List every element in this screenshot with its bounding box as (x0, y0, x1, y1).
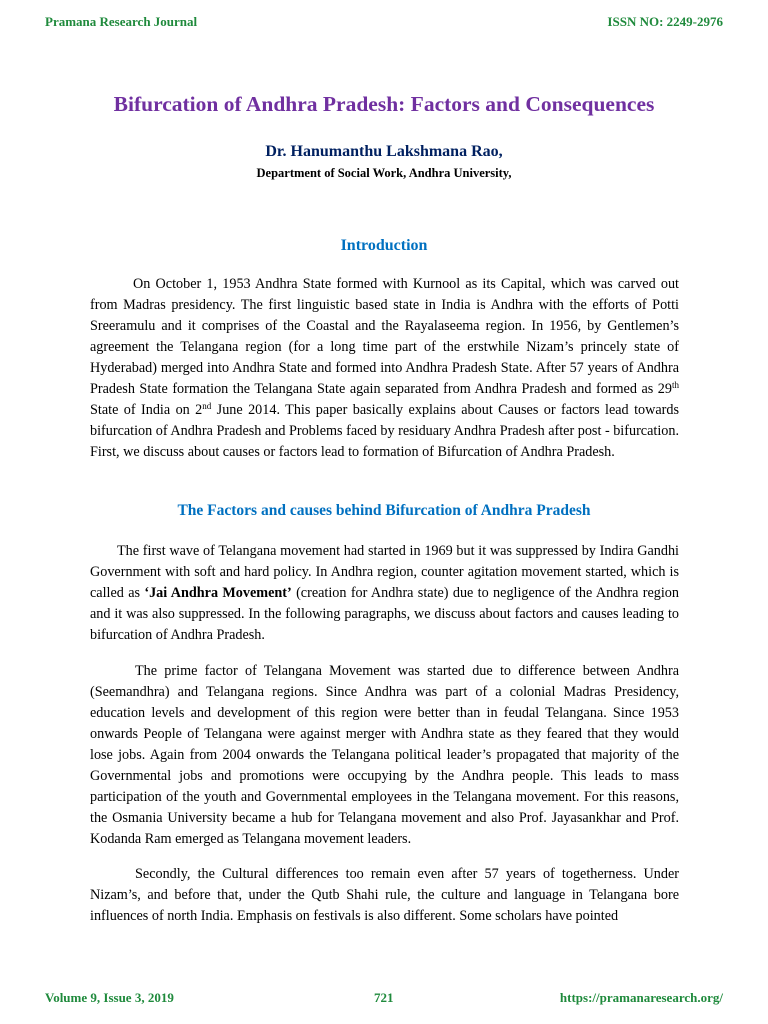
jai-andhra-emphasis: ‘Jai Andhra Movement’ (144, 585, 292, 602)
factors-heading: The Factors and causes behind Bifurcation of Andhra Pradesh (177, 502, 591, 519)
intro-text-c: June 2014. This paper basically explains about Causes or factors lead towards bifurcation of Andhra Pradesh and Problems faced by residuary Andhra Pradesh after post - bifurcation. First, we discuss about causes or factors lead to formation of Bifurcation of Andhra Pradesh. (90, 402, 680, 461)
journal-url[interactable]: https://pramanaresearch.org/ (559, 990, 723, 1005)
issn-number: ISSN NO: 2249-2976 (607, 14, 723, 29)
factors-text-b: (creation for Andhra state) due to negligence of the Andhra region and it was also suppressed. In the following paragraphs, we discuss about factors and causes leading to bifurcation of Andhra Pradesh. (90, 585, 679, 644)
factors-paragraph-1 (90, 541, 679, 646)
paper-title: Bifurcation of Andhra Pradesh: Factors and Consequences (113, 92, 655, 116)
factors-paragraph-3: Secondly, the Cultural differences too remain even after 57 years of togetherness. Under Nizam’s, and before that, under the Qutb Shahi rule, the culture and language in Telangana bore influences of north India. Emphasis on festivals is also different. Some scholars have pointed (90, 866, 679, 925)
journal-name: Pramana Research Journal (45, 14, 198, 29)
factors-text-a: The first wave of Telangana movement had started in 1969 but it was suppressed by Indira Gandhi Government with soft and hard policy. In Andhra region, counter agitation movement started, which is called as (90, 543, 679, 602)
ordinal-suffix: nd (202, 401, 212, 412)
intro-text-a: On October 1, 1953 Andhra State formed with Kurnool as its Capital, which was carved out from Madras presidency. The first linguistic based state in India is Andhra with the efforts of Potti Sreeramulu and it comprises of the Coastal and the Rayalaseema region. In 1956, by Gentlemen’s agreement the Telangana region (for a long time part of the erstwhile Nizam’s princely state of Hyderabad) merged into Andhra State and formed into Andhra Pradesh State. After 57 years of Andhra Pradesh State formation the Telangana State again separated from Andhra Pradesh and formed as 29 (90, 276, 679, 398)
author-affiliation: Department of Social Work, Andhra University, (256, 166, 512, 180)
factors-paragraph-2: The prime factor of Telangana Movement was started due to difference between Andhra (Seemandhra) and Telangana regions. Since Andhra was part of a colonial Madras Presidency, education levels and development of this region were better than in feudal Telangana. Since 1953 onwards People of Telangana were against merger with Andhra state as they feared that they would lose jobs. Again from 2004 onwards the Telangana political leader’s propagated that majority of the Governmental jobs and promotions were occupying by the Andhra people. This leads to mass participation of the youth and Governmental employees in the Telangana movement. For this reasons, the Osmania University became a hub for Telangana movement and also Prof. Jayasankhar and Prof. Kodanda Ram emerged as Telangana movement leaders. (90, 663, 679, 848)
ordinal-suffix: th (671, 380, 679, 391)
volume-issue: Volume 9, Issue 3, 2019 (45, 990, 174, 1005)
author-name: Dr. Hanumanthu Lakshmana Rao, (265, 143, 503, 160)
page-number: 721 (374, 990, 394, 1005)
introduction-paragraph (90, 274, 679, 463)
intro-text-b: State of India on 2 (90, 402, 203, 419)
introduction-heading: Introduction (340, 237, 428, 254)
